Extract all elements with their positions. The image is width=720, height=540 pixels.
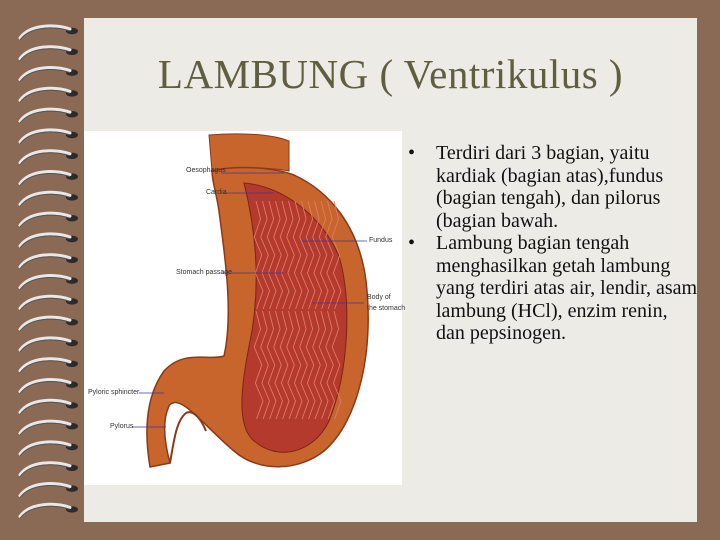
bullet-item: • Terdiri dari 3 bagian, yaitu kardiak (bagian atas),fundus (bagian tengah), dan pilorus (bagian bawah. xyxy=(408,142,698,232)
stomach-illustration xyxy=(84,131,402,485)
label-pylorus: Pylorus xyxy=(110,423,134,430)
bullet-list xyxy=(408,142,698,345)
label-body-line1: Body of xyxy=(367,294,391,301)
bullet-item: • Lambung bagian tengah menghasilkan getah lambung yang terdiri atas air, lendir, asam lambung (HCl), enzim renin, dan pepsinogen. xyxy=(408,232,698,345)
label-fundus: Fundus xyxy=(369,237,393,244)
label-pyloric-sphincter: Pyloric sphincter xyxy=(88,389,140,396)
stomach-diagram xyxy=(84,131,406,485)
label-oesophagus: Oesophagus xyxy=(186,167,226,174)
slide-title: LAMBUNG ( Ventrikulus ) xyxy=(157,51,624,97)
label-body-line2: the stomach xyxy=(367,305,406,312)
label-stomach-passage: Stomach passage xyxy=(176,269,233,276)
label-cardia: Cardia xyxy=(206,189,227,196)
